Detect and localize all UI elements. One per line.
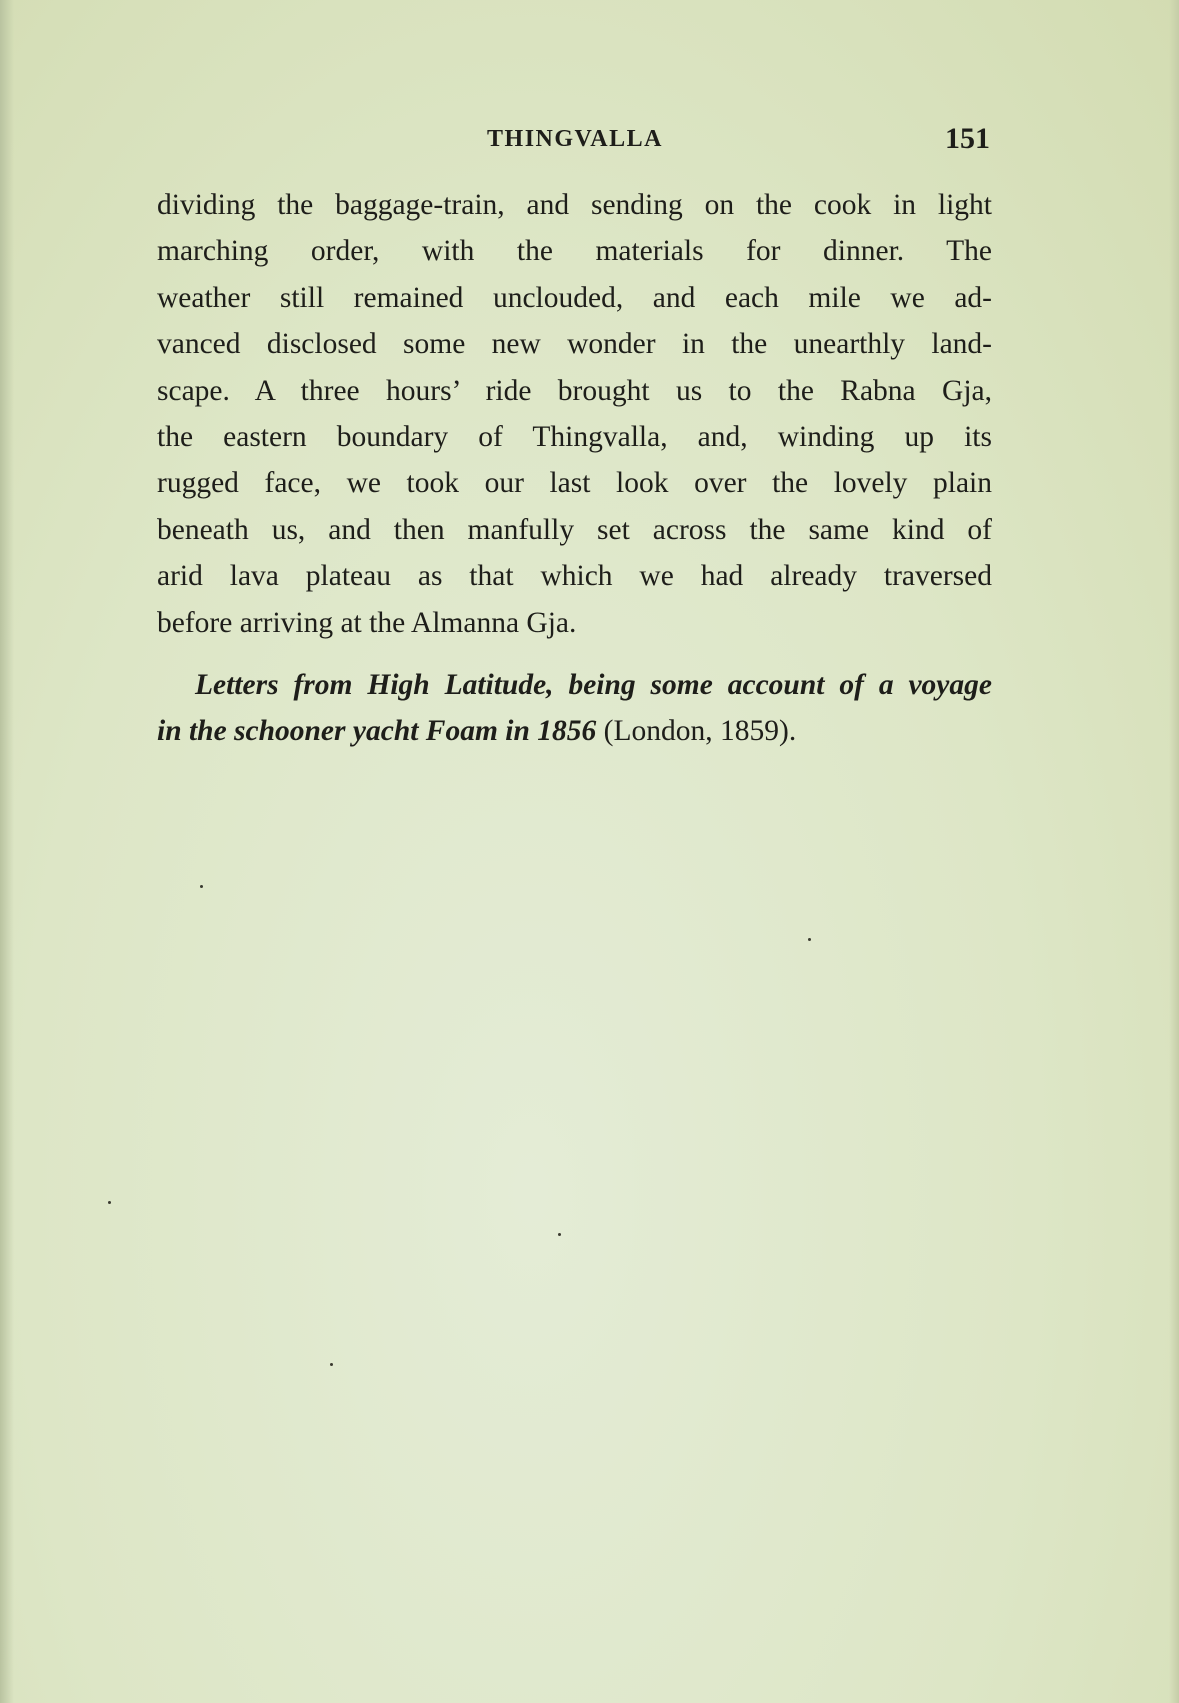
page-right-edge-shadow	[1169, 0, 1179, 1703]
text-line: vanced disclosed some new wonder in the unearthly land-	[157, 328, 992, 361]
text-line: dividing the baggage-train, and sending on the cook in light	[157, 189, 992, 221]
paper-speck	[108, 1201, 111, 1204]
text-line: beneath us, and then manfully set across the same kind of	[157, 513, 992, 546]
paper-speck	[558, 1233, 561, 1236]
citation-title-italic: in the schooner yacht Foam in 1856	[157, 715, 597, 748]
text-line: before arriving at the Almanna Gja.	[157, 606, 577, 639]
body-paragraph	[157, 182, 992, 646]
running-head	[150, 122, 990, 162]
text-line: marching order, with the materials for dinner. The	[157, 235, 992, 268]
text-line: scape. A three hours’ ride brought us to the Rabna Gja,	[157, 374, 992, 407]
paper-speck	[200, 885, 203, 888]
page-number: 151	[945, 122, 990, 155]
citation-line: Letters from High Latitude, being some account of a voyage	[195, 669, 992, 701]
citation-line	[157, 708, 992, 754]
text-line: arid lava plateau as that which we had already traversed	[157, 560, 992, 593]
text-line: weather still remained unclouded, and each mile we ad-	[157, 281, 992, 314]
text-line: rugged face, we took our last look over the lovely plain	[157, 467, 992, 500]
paper-speck	[330, 1363, 333, 1366]
citation-publication-info: (London, 1859).	[596, 715, 797, 748]
running-title: THINGVALLA	[487, 126, 663, 152]
source-citation	[157, 662, 992, 755]
text-line: the eastern boundary of Thingvalla, and, winding up its	[157, 421, 992, 454]
page-left-edge-shadow	[0, 0, 14, 1703]
paper-speck	[808, 938, 811, 941]
